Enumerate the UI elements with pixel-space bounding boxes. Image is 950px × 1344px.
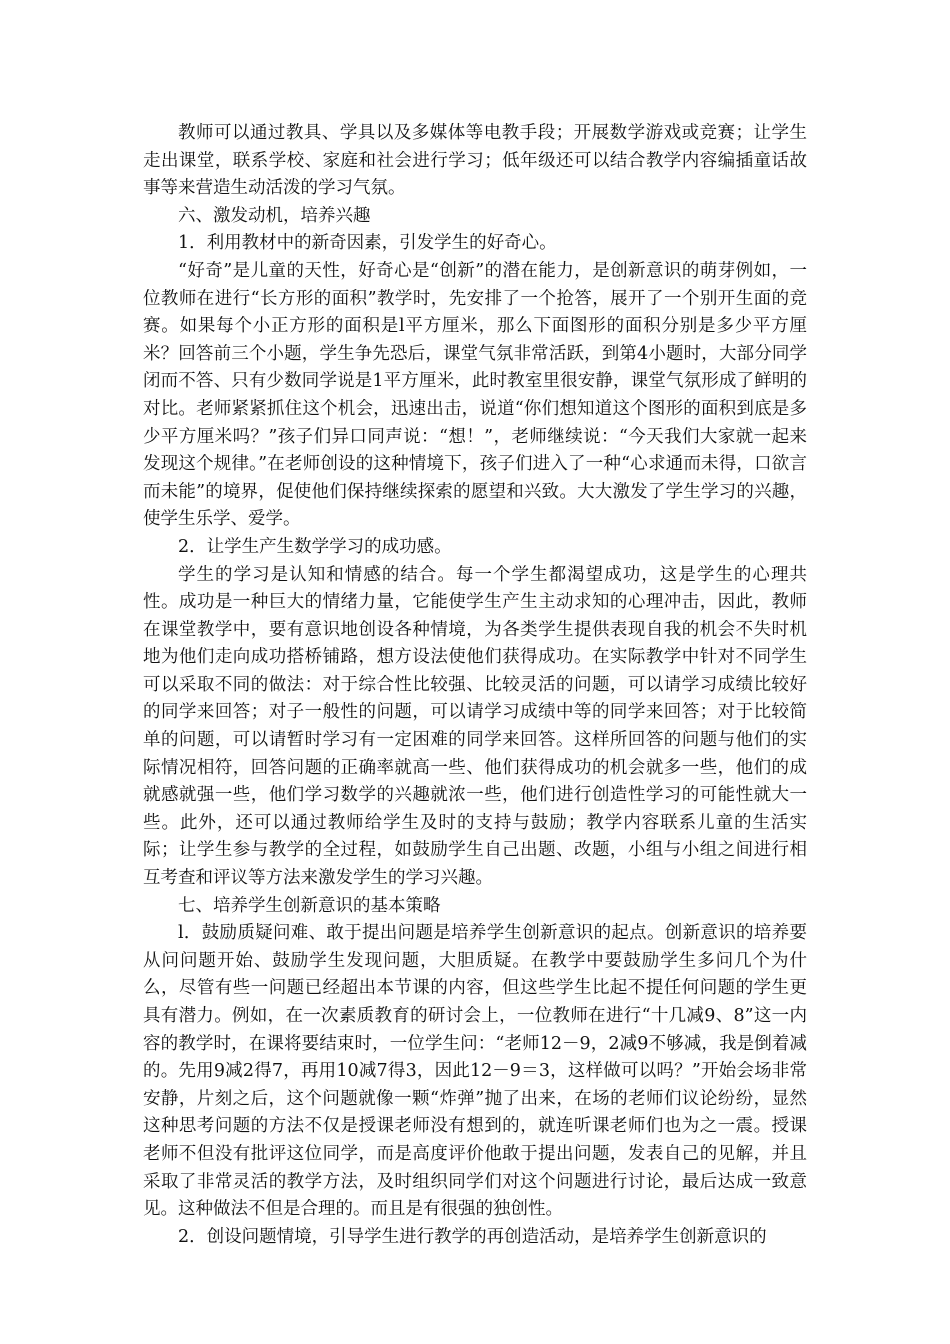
subsection-heading: 1．利用教材中的新奇因素，引发学生的好奇心。	[178, 233, 557, 254]
subsection-heading: 2．让学生产生数学学习的成功感。	[178, 536, 452, 557]
body-paragraph: “好奇”是儿童的天性，好奇心是“创新”的潜在能力，是创新意识的萌芽例如，一位教师在进行“长方形的面积”教学时，先安排了一个抢答，展开了一个别开生面的竞赛。如果每个小正方形的面积是l平方厘米，那么下面图形的面积分别是多少平方厘米？回答前三个小题，学生争先恐后，课堂气氛非常活跃，到第4小题时，大部分同学闭而不答、只有少数同学说是1平方厘米，此时教室里很安静，课堂气氛形成了鲜明的对比。老师紧紧抓住这个机会，迅速出击，说道“你们想知道这个图形的面积到底是多少平方厘米吗？”孩子们异口同声说：“想！”，老师继续说：“今天我们大家就一起来发现这个规律。”在老师创设的这种情境下，孩子们进入了一种“心求通而未得，口欲言而未能”的境界，促使他们保持继续探索的愿望和兴致。大大激发了学生学习的兴趣，使学生乐学、爱学。	[143, 260, 807, 530]
body-paragraph: 教师可以通过教具、学具以及多媒体等电教手段；开展数学游戏或竞赛；让学生走出课堂，联系学校、家庭和社会进行学习；低年级还可以结合教学内容编插童话故事等来营造生动活泼的学习气氛。	[143, 123, 807, 199]
section-heading: 六、激发动机，培养兴趣	[178, 205, 371, 226]
body-paragraph: l．鼓励质疑问难、敢于提出问题是培养学生创新意识的起点。创新意识的培养要从问问题开始、鼓励学生发现问题，大胆质疑。在教学中要鼓励学生多问几个为什么，尽管有些一问题已经超出本节课的内容，但这些学生比起不提任何问题的学生更具有潜力。例如，在一次素质教育的研讨会上，一位教师在进行“十几减9、8”这一内容的教学时，在课将要结束时，一位学生问：“老师12－9，2减9不够减，我是倒着减的。先用9减2得7，再用10减7得3，因此12－9＝3，这样做可以吗？”开始会场非常安静，片刻之后，这个问题就像一颗“炸弹”抛了出来，在场的老师们议论纷纷，显然这种思考问题的方法不仅是授课老师没有想到的，就连听课老师们也为之一震。授课老师不但没有批评这位同学，而是高度评价他敢于提出问题，发表自己的见解，并且采取了非常灵活的教学方法，及时组织同学们对这个问题进行讨论，最后达成一致意见。这种做法不但是合理的。而且是有很强的独创性。	[143, 923, 807, 1220]
body-paragraph: 2．创设问题情境，引导学生进行教学的再创造活动，是培养学生创新意识的	[178, 1226, 767, 1247]
document-page	[143, 120, 807, 1251]
body-paragraph: 学生的学习是认知和情感的结合。每一个学生都渴望成功，这是学生的心理共性。成功是一种巨大的情绪力量，它能使学生产生主动求知的心理冲击，因此，教师在课堂教学中，要有意识地创设各种情境，为各类学生提供表现自我的机会不失时机地为他们走向成功搭桥铺路，想方设法使他们获得成功。在实际教学中针对不同学生可以采取不同的做法：对于综合性比较强、比较灵活的问题，可以请学习成绩比较好的同学来回答；对子一般性的问题，可以请学习成绩中等的同学来回答；对于比较简单的问题，可以请暂时学习有一定困难的同学来回答。这样所回答的问题与他们的实际情况相符，回答问题的正确率就高一些、他们获得成功的机会就多一些，他们的成就感就强一些，他们学习数学的兴趣就浓一些，他们进行创造性学习的可能性就大一些。此外，还可以通过教师给学生及时的支持与鼓励；教学内容联系儿童的生活实际；让学生参与教学的全过程，如鼓励学生自己出题、改题，小组与小组之间进行相互考查和评议等方法来激发学生的学习兴趣。	[143, 564, 807, 889]
section-heading: 七、培养学生创新意识的基本策略	[178, 895, 441, 916]
